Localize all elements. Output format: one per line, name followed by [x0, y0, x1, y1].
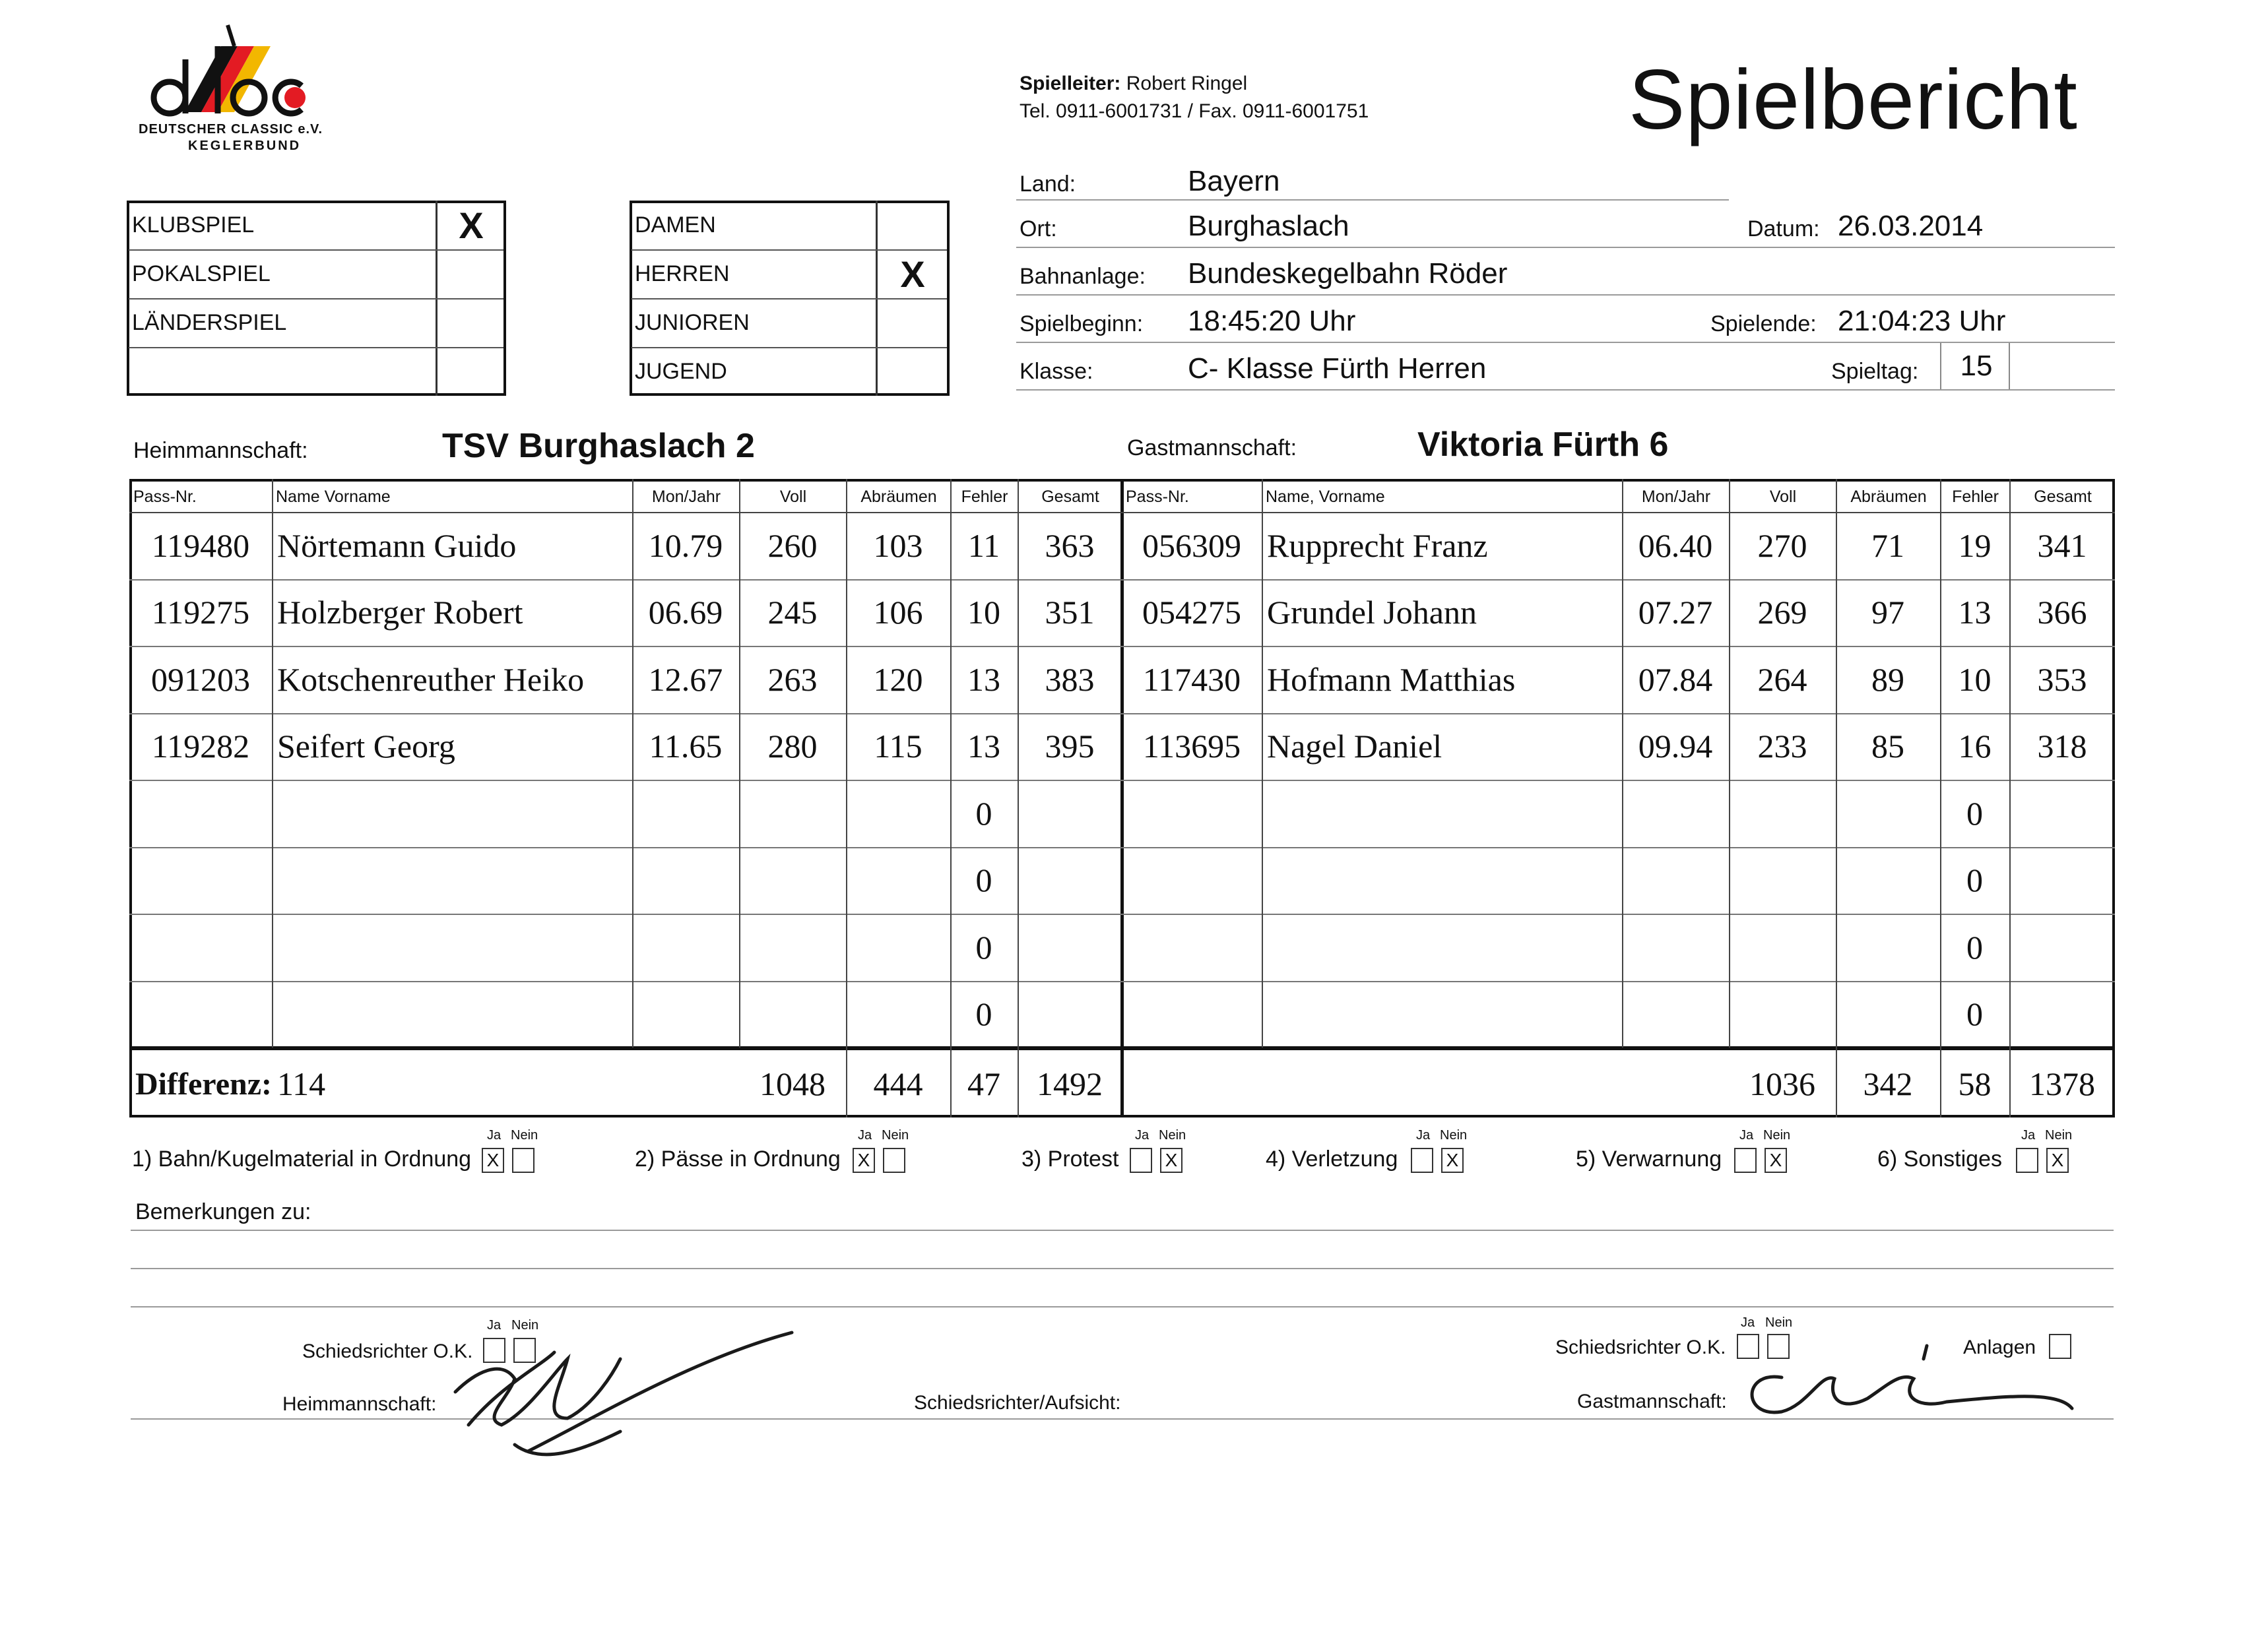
game-type-label: LÄNDERSPIEL	[132, 309, 287, 335]
category-label: DAMEN	[635, 212, 716, 237]
home-player-gesamt	[1018, 914, 1122, 981]
guest-signature-label: Gastmannschaft:	[1577, 1391, 1727, 1412]
guest-player-fehler: 13	[1958, 594, 1992, 631]
home-player-fehler: 0	[975, 995, 992, 1033]
ja-caption: Ja	[2021, 1128, 2036, 1143]
guest-header-cell: Mon/Jahr	[1641, 487, 1711, 506]
check-ja-checkbox[interactable]	[1411, 1148, 1433, 1173]
category-label: JUGEND	[635, 358, 727, 384]
home-player-name	[272, 914, 632, 981]
guest-player-voll: 269	[1757, 594, 1807, 631]
check-label: 1) Bahn/Kugelmaterial in Ordnung	[132, 1147, 472, 1172]
klasse-label: Klasse:	[1020, 359, 1093, 384]
schiri-ok-left-nein-checkbox[interactable]	[513, 1338, 536, 1363]
guest-player-voll	[1729, 780, 1836, 847]
schiri-ok-right-ja-checkbox[interactable]	[1737, 1334, 1759, 1359]
guest-player-mon: 07.84	[1638, 660, 1713, 698]
home-player-fehler: 10	[967, 594, 1000, 631]
remarks-label: Bemerkungen zu:	[135, 1199, 311, 1224]
guest-player-gesamt	[2009, 981, 2115, 1048]
home-signature-label: Heimmannschaft:	[282, 1393, 437, 1415]
category-mark[interactable]	[878, 201, 947, 249]
home-player-abr: 120	[873, 660, 923, 698]
guest-team-label: Gastmannschaft:	[1127, 435, 1297, 460]
org-logo	[129, 20, 327, 158]
home-player-fehler: 0	[975, 862, 992, 899]
game-type-mark[interactable]	[438, 249, 504, 298]
home-team-name: TSV Burghaslach 2	[442, 427, 755, 465]
guest-player-name	[1262, 914, 1622, 981]
guest-total-voll: 1036	[1749, 1065, 1815, 1102]
guest-player-name: Rupprecht Franz	[1267, 526, 1488, 564]
diff-label: Differenz:	[135, 1066, 272, 1102]
guest-player-voll	[1729, 981, 1836, 1048]
anlagen-label: Anlagen	[1963, 1337, 2036, 1358]
spielende-value: 21:04:23 Uhr	[1838, 305, 2006, 337]
check-ja-checkbox[interactable]	[1734, 1148, 1757, 1173]
schiri-ok-right-label: Schiedsrichter O.K.	[1555, 1337, 1726, 1358]
guest-player-gesamt: 341	[2037, 526, 2087, 564]
spielbeginn-value: 18:45:20 Uhr	[1188, 305, 1356, 337]
home-player-gesamt: 383	[1045, 660, 1095, 698]
home-player-abr	[846, 847, 950, 914]
guest-player-abr: 97	[1871, 594, 1904, 631]
home-player-voll	[739, 981, 846, 1048]
diff-value: 114	[277, 1065, 326, 1102]
guest-total-gesamt: 1378	[2029, 1065, 2095, 1102]
home-player-gesamt: 351	[1045, 594, 1095, 631]
guest-player-abr	[1836, 914, 1940, 981]
home-player-voll: 280	[767, 728, 818, 765]
sig-left-nein-caption: Nein	[511, 1318, 539, 1333]
spielleiter	[1020, 73, 1247, 95]
check-ja-checkbox[interactable]: X	[482, 1148, 504, 1173]
klasse-value: C- Klasse Fürth Herren	[1188, 352, 1487, 385]
home-total-gesamt: 1492	[1037, 1065, 1103, 1102]
guest-player-mon	[1622, 780, 1729, 847]
spieltag-value: 15	[1960, 350, 1993, 382]
home-player-fehler: 13	[967, 660, 1000, 698]
nein-caption: Nein	[2045, 1128, 2073, 1143]
spielende-label: Spielende:	[1710, 311, 1817, 336]
spieltag-label: Spieltag:	[1831, 359, 1919, 384]
sig-left-ja-caption: Ja	[487, 1318, 502, 1333]
home-player-mon	[632, 847, 739, 914]
home-player-abr: 103	[873, 526, 923, 564]
ort-label: Ort:	[1020, 216, 1057, 241]
guest-player-abr	[1836, 780, 1940, 847]
check-nein-checkbox[interactable]	[883, 1148, 905, 1173]
guest-player-pass: 054275	[1142, 594, 1241, 631]
check-ja-checkbox[interactable]: X	[853, 1148, 875, 1173]
guest-team-name: Viktoria Fürth 6	[1417, 425, 1669, 464]
guest-player-mon	[1622, 981, 1729, 1048]
home-player-pass: 119480	[151, 526, 250, 564]
guest-player-fehler: 0	[1966, 928, 1983, 966]
guest-player-mon	[1622, 847, 1729, 914]
guest-player-name	[1262, 981, 1622, 1048]
guest-player-name	[1262, 847, 1622, 914]
guest-player-gesamt: 353	[2037, 660, 2087, 698]
home-player-name	[272, 847, 632, 914]
guest-player-pass	[1122, 847, 1262, 914]
spielleiter-label: Spielleiter:	[1020, 73, 1121, 94]
guest-header-cell: Gesamt	[2034, 487, 2092, 506]
guest-header-cell: Fehler	[1952, 487, 1999, 506]
dkbc-logo-graphic	[129, 20, 327, 158]
datum-value: 26.03.2014	[1838, 210, 1984, 242]
guest-player-fehler: 16	[1958, 728, 1992, 765]
guest-player-pass: 117430	[1142, 660, 1241, 698]
org-line1: DEUTSCHER CLASSIC e.V.	[139, 122, 323, 137]
home-player-gesamt	[1018, 981, 1122, 1048]
game-type-mark[interactable]: X	[459, 204, 484, 246]
check-label: 3) Protest	[1021, 1147, 1119, 1172]
guest-header-cell: Abräumen	[1850, 487, 1927, 506]
ja-caption: Ja	[1135, 1128, 1150, 1143]
tel-fax: Tel. 0911-6001731 / Fax. 0911-6001751	[1020, 100, 1369, 122]
home-player-voll	[739, 847, 846, 914]
nein-caption: Nein	[1440, 1128, 1468, 1143]
check-nein-checkbox[interactable]: X	[1160, 1148, 1183, 1173]
home-player-fehler: 0	[975, 794, 992, 832]
home-player-pass	[129, 780, 272, 847]
check-ja-checkbox[interactable]	[2016, 1148, 2038, 1173]
home-player-abr: 106	[873, 594, 923, 631]
guest-player-fehler: 19	[1958, 526, 1992, 564]
home-player-mon	[632, 780, 739, 847]
guest-player-mon: 06.40	[1638, 526, 1713, 564]
org-line2: KEGLERBUND	[188, 139, 302, 153]
guest-header-cell: Name, Vorname	[1266, 487, 1385, 506]
home-player-abr	[846, 914, 950, 981]
guest-player-abr: 85	[1871, 728, 1904, 765]
ja-caption: Ja	[487, 1128, 502, 1143]
schiri-ok-right-nein-checkbox[interactable]	[1767, 1334, 1790, 1359]
home-player-name: Nörtemann Guido	[277, 526, 517, 564]
guest-player-gesamt	[2009, 847, 2115, 914]
guest-player-pass	[1122, 981, 1262, 1048]
home-player-name: Seifert Georg	[277, 728, 455, 765]
home-header-cell: Pass-Nr.	[133, 487, 197, 506]
game-type-mark[interactable]	[438, 298, 504, 347]
guest-player-mon: 07.27	[1638, 594, 1713, 631]
home-total-fehler: 47	[967, 1065, 1000, 1102]
home-player-fehler: 13	[967, 728, 1000, 765]
guest-player-gesamt: 318	[2037, 728, 2087, 765]
guest-player-abr: 89	[1871, 660, 1904, 698]
home-player-voll	[739, 914, 846, 981]
nein-caption: Nein	[511, 1128, 538, 1143]
check-nein-checkbox[interactable]	[512, 1148, 535, 1173]
home-header-cell: Voll	[779, 487, 807, 506]
sig-right-ja-caption: Ja	[1741, 1315, 1755, 1330]
home-player-pass: 091203	[151, 660, 250, 698]
home-player-pass: 119282	[151, 728, 250, 765]
home-player-pass	[129, 847, 272, 914]
home-header-cell: Gesamt	[1041, 487, 1099, 506]
home-player-name	[272, 780, 632, 847]
guest-total-abr: 342	[1863, 1065, 1913, 1102]
guest-header-cell: Voll	[1769, 487, 1797, 506]
home-player-abr: 115	[874, 728, 923, 765]
home-player-voll	[739, 780, 846, 847]
home-player-abr	[846, 780, 950, 847]
home-player-fehler: 0	[975, 928, 992, 966]
land-label: Land:	[1020, 172, 1076, 197]
schiri-ok-left-ja-checkbox[interactable]	[483, 1338, 505, 1363]
home-signature-icon	[455, 1333, 792, 1455]
land-value: Bayern	[1188, 165, 1280, 197]
game-type-label: KLUBSPIEL	[132, 212, 255, 237]
schiri-ok-left-label: Schiedsrichter O.K.	[302, 1340, 473, 1362]
guest-player-abr	[1836, 847, 1940, 914]
guest-player-mon	[1622, 914, 1729, 981]
home-total-voll: 1048	[760, 1065, 826, 1102]
spielbeginn-label: Spielbeginn:	[1020, 311, 1144, 336]
guest-player-name: Nagel Daniel	[1267, 728, 1442, 765]
ja-caption: Ja	[1739, 1128, 1754, 1143]
guest-player-fehler: 0	[1966, 995, 1983, 1033]
home-player-gesamt	[1018, 847, 1122, 914]
home-player-mon	[632, 914, 739, 981]
game-type-label	[132, 347, 432, 396]
home-player-pass	[129, 914, 272, 981]
category-mark[interactable]	[878, 347, 947, 396]
game-type-mark[interactable]	[438, 347, 504, 396]
guest-total-fehler: 58	[1958, 1065, 1992, 1102]
home-player-gesamt	[1018, 780, 1122, 847]
guest-player-voll: 270	[1757, 526, 1807, 564]
home-header-cell: Abräumen	[860, 487, 937, 506]
guest-player-abr: 71	[1871, 526, 1904, 564]
spielleiter-name: Robert Ringel	[1126, 73, 1248, 94]
guest-player-gesamt	[2009, 914, 2115, 981]
guest-player-fehler: 10	[1958, 660, 1992, 698]
nein-caption: Nein	[1159, 1128, 1186, 1143]
category-mark[interactable]: X	[900, 253, 925, 295]
guest-player-name	[1262, 780, 1622, 847]
ja-caption: Ja	[1416, 1128, 1431, 1143]
guest-player-gesamt: 366	[2037, 594, 2087, 631]
home-player-voll: 263	[767, 660, 818, 698]
category-mark[interactable]	[878, 298, 947, 347]
home-player-fehler: 11	[967, 526, 1000, 564]
nein-caption: Nein	[1763, 1128, 1791, 1143]
ort-value: Burghaslach	[1188, 210, 1349, 242]
guest-player-pass	[1122, 914, 1262, 981]
check-label: 4) Verletzung	[1266, 1147, 1398, 1172]
page-title: Spielbericht	[1629, 53, 2078, 147]
home-player-voll: 260	[767, 526, 818, 564]
home-header-cell: Name Vorname	[276, 487, 391, 506]
ja-caption: Ja	[858, 1128, 872, 1143]
home-player-abr	[846, 981, 950, 1048]
check-label: 5) Verwarnung	[1576, 1147, 1722, 1172]
guest-player-fehler: 0	[1966, 862, 1983, 899]
check-nein-checkbox[interactable]: X	[2046, 1148, 2069, 1173]
check-label: 6) Sonstiges	[1877, 1147, 2002, 1172]
home-player-mon: 10.79	[648, 526, 723, 564]
guest-player-voll: 264	[1757, 660, 1807, 698]
category-label: JUNIOREN	[635, 309, 750, 335]
check-nein-checkbox[interactable]: X	[1765, 1148, 1787, 1173]
guest-player-fehler: 0	[1966, 794, 1983, 832]
home-player-mon: 12.67	[648, 660, 723, 698]
home-player-mon	[632, 981, 739, 1048]
home-total-abr: 444	[873, 1065, 923, 1102]
bahnanlage-label: Bahnanlage:	[1020, 264, 1146, 289]
home-team-label: Heimmannschaft:	[133, 438, 308, 463]
check-label: 2) Pässe in Ordnung	[635, 1147, 841, 1172]
home-player-gesamt: 395	[1045, 728, 1095, 765]
guest-player-voll: 233	[1757, 728, 1807, 765]
guest-player-name: Grundel Johann	[1267, 594, 1477, 631]
guest-player-mon: 09.94	[1638, 728, 1713, 765]
home-player-pass	[129, 981, 272, 1048]
home-player-name: Holzberger Robert	[277, 594, 523, 631]
home-player-name	[272, 981, 632, 1048]
home-player-mon: 06.69	[648, 594, 723, 631]
bahnanlage-value: Bundeskegelbahn Röder	[1188, 257, 1508, 290]
guest-player-pass: 056309	[1142, 526, 1241, 564]
check-ja-checkbox[interactable]	[1130, 1148, 1152, 1173]
home-player-name: Kotschenreuther Heiko	[277, 660, 585, 698]
home-player-voll: 245	[767, 594, 818, 631]
category-label: HERREN	[635, 261, 730, 286]
home-player-mon: 11.65	[649, 728, 723, 765]
nein-caption: Nein	[882, 1128, 909, 1143]
home-header-cell: Mon/Jahr	[651, 487, 721, 506]
guest-player-name: Hofmann Matthias	[1267, 660, 1516, 698]
guest-player-abr	[1836, 981, 1940, 1048]
home-header-cell: Fehler	[961, 487, 1008, 506]
referee-signature-label: Schiedsrichter/Aufsicht:	[914, 1392, 1121, 1414]
guest-player-pass: 113695	[1142, 728, 1241, 765]
game-type-label: POKALSPIEL	[132, 261, 271, 286]
home-player-pass: 119275	[151, 594, 250, 631]
guest-header-cell: Pass-Nr.	[1126, 487, 1189, 506]
guest-player-gesamt	[2009, 780, 2115, 847]
home-player-gesamt: 363	[1045, 526, 1095, 564]
check-nein-checkbox[interactable]: X	[1441, 1148, 1464, 1173]
guest-player-pass	[1122, 780, 1262, 847]
guest-player-voll	[1729, 847, 1836, 914]
datum-label: Datum:	[1747, 216, 1820, 241]
guest-player-voll	[1729, 914, 1836, 981]
sig-right-nein-caption: Nein	[1765, 1315, 1793, 1330]
anlagen-checkbox[interactable]	[2049, 1334, 2071, 1359]
